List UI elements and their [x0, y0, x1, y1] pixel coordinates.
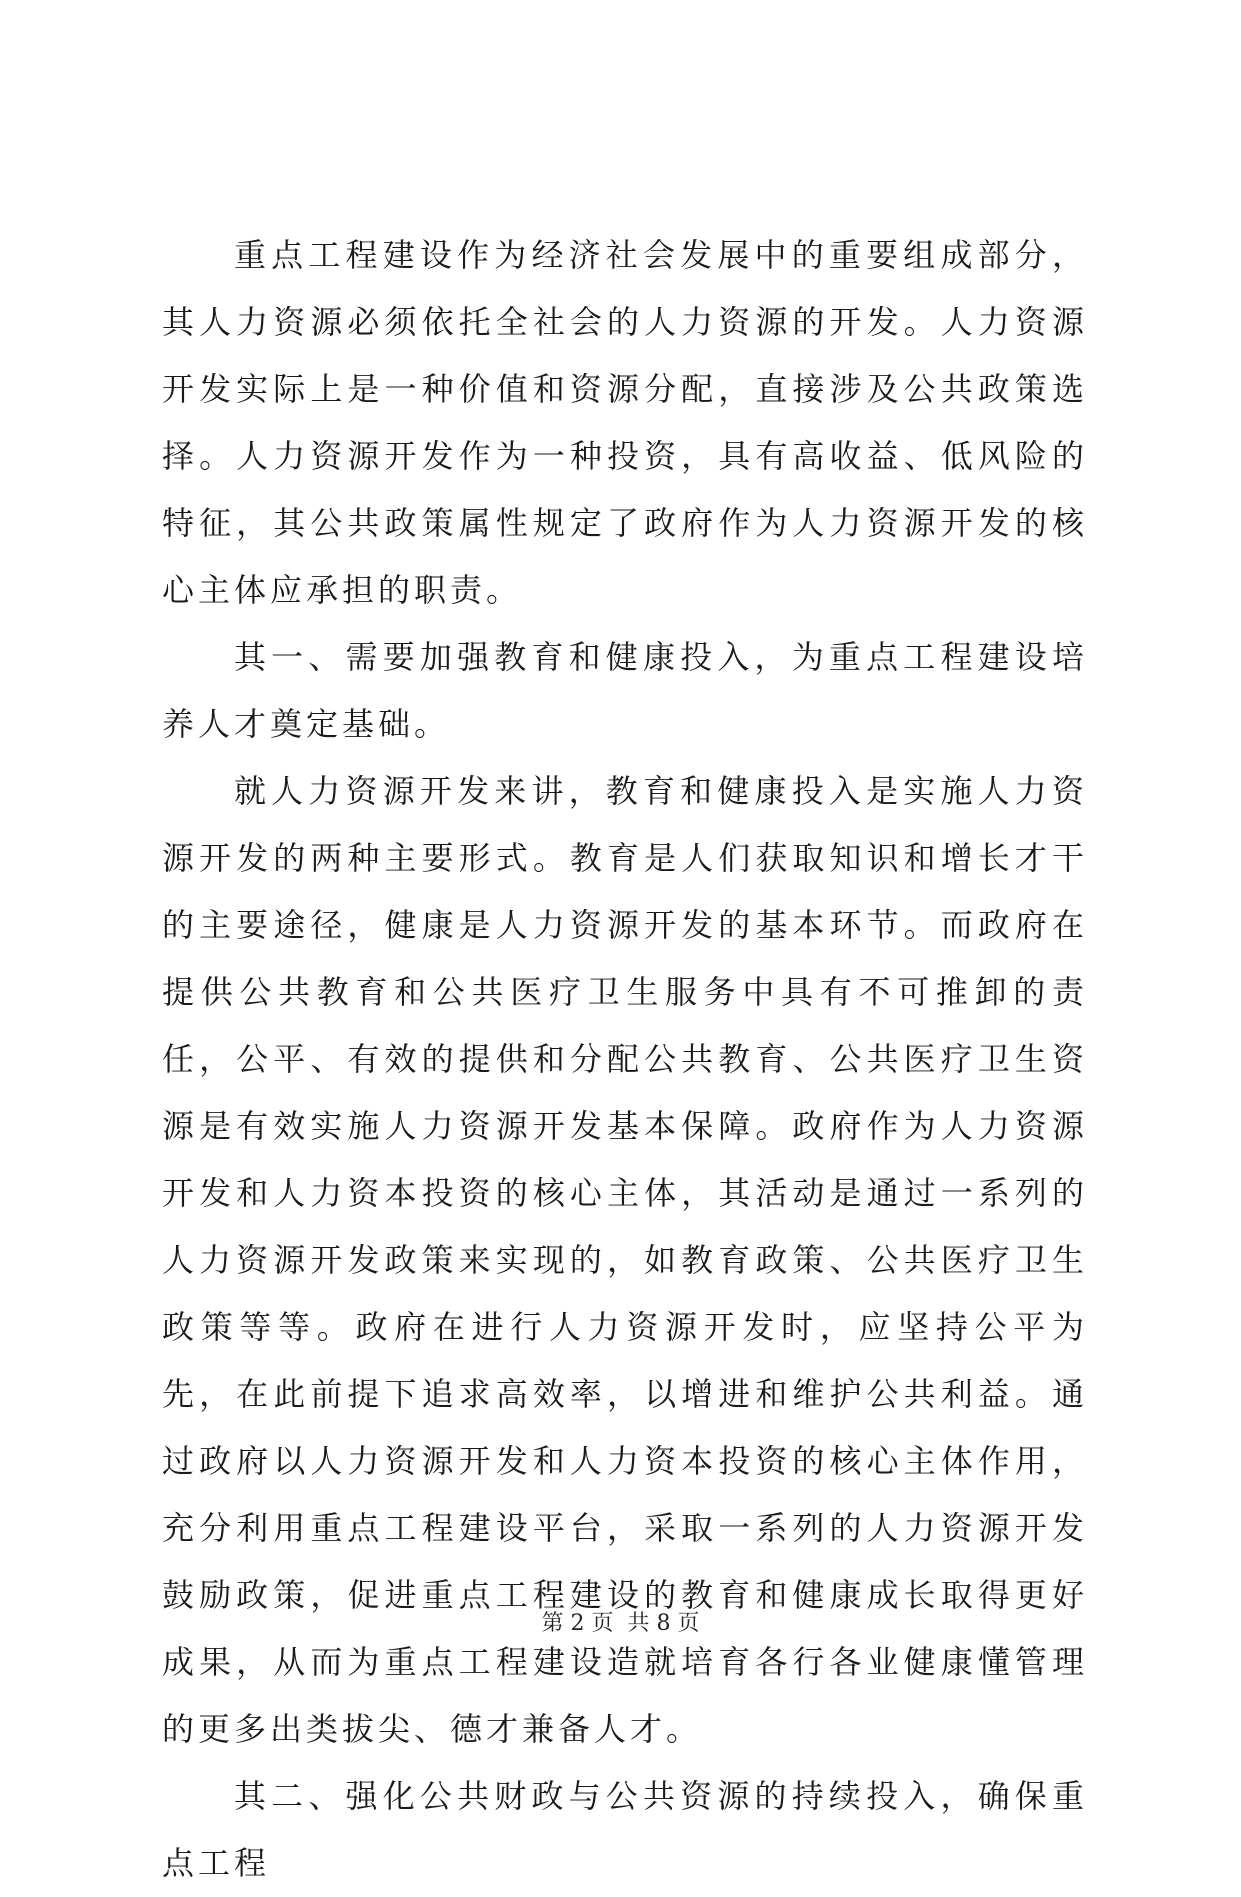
paragraph-intro: 重点工程建设作为经济社会发展中的重要组成部分，其人力资源必须依托全社会的人力资源的开发。人力资源开发实际上是一种价值和资源分配，直接涉及公共政策选择。人力资源开发作为一种投资，具有高收益、低风险的特征，其公共政策属性规定了政府作为人力资源开发的核心主体应承担的职责。	[162, 236, 1088, 609]
page-number: 第 2 页 共 8 页	[541, 1611, 700, 1636]
page-footer	[0, 1609, 1241, 1639]
paragraph-point-one-body: 就人力资源开发来讲，教育和健康投入是实施人力资源开发的两种主要形式。教育是人们获取知识和增长才干的主要途径，健康是人力资源开发的基本环节。而政府在提供公共教育和公共医疗卫生服务中具有不可推卸的责任，公平、有效的提供和分配公共教育、公共医疗卫生资源是有效实施人力资源开发基本保障。政府作为人力资源开发和人力资本投资的核心主体，其活动是通过一系列的人力资源开发政策来实现的，如教育政策、公共医疗卫生政策等等。政府在进行人力资源开发时，应坚持公平为先，在此前提下追求高效率，以增进和维护公共利益。通过政府以人力资源开发和人力资本投资的核心主体作用，充分利用重点工程建设平台，采取一系列的人力资源开发鼓励政策，促进重点工程建设的教育和健康成长取得更好成果，从而为重点工程建设造就培育各行各业健康懂管理的更多出类拔尖、德才兼备人才。	[162, 772, 1088, 1748]
document-body	[162, 222, 1088, 1897]
paragraph-point-one-heading: 其一、需要加强教育和健康投入，为重点工程建设培养人才奠定基础。	[162, 638, 1088, 743]
paragraph-point-two-heading: 其二、强化公共财政与公共资源的持续投入，确保重点工程	[162, 1777, 1088, 1882]
